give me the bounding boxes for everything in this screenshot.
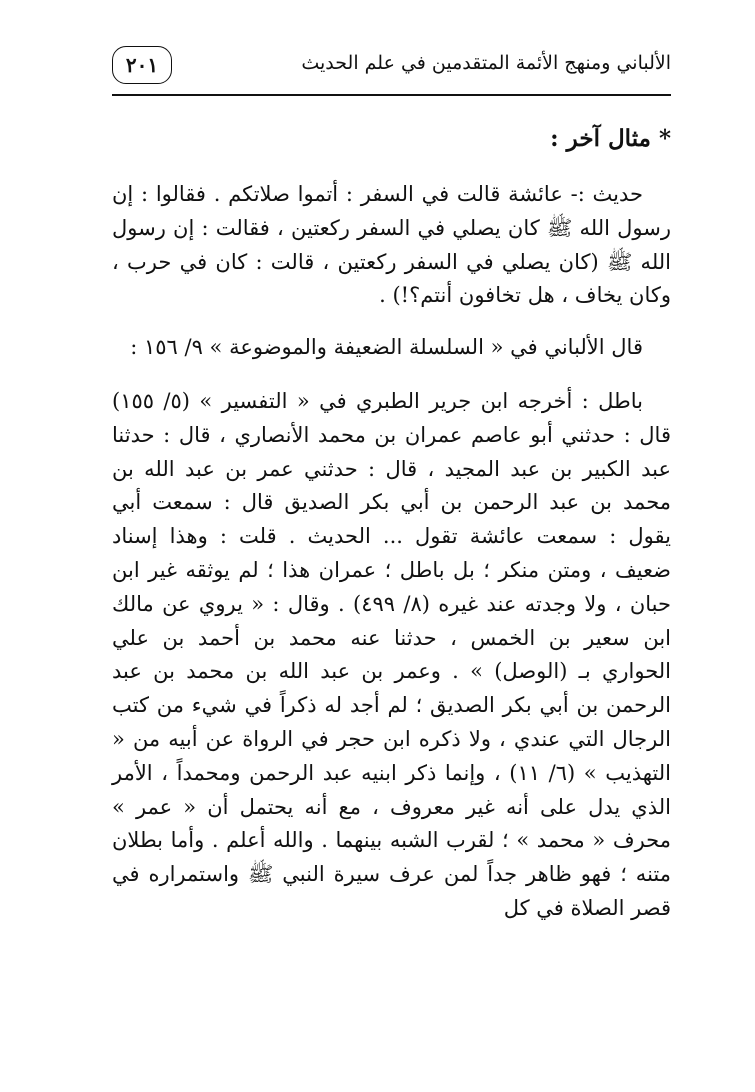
spacer — [112, 313, 671, 331]
running-title: الألباني ومنهج الأئمة المتقدمين في علم الحديث — [301, 52, 671, 74]
albani-intro: قال الألباني في « السلسلة الضعيفة والموضوعة » ٩/ ١٥٦ : — [130, 335, 643, 360]
hadith-paragraph: حديث :- عائشة قالت في السفر : أتموا صلاتكم . فقالوا : إن رسول الله ﷺ كان يصلي في السفر ركعتين ، فقالت : إن رسول الله ﷺ (كان يصلي في السفر ركعتين ، قالت : كان في حرب ، وكان يخاف ، هل تخافون أنتم؟!) . — [112, 182, 671, 308]
header-rule — [112, 94, 671, 96]
page-body — [112, 118, 671, 926]
albani-commentary: باطل : أخرجه ابن جرير الطبري في « التفسير » (٥/ ١٥٥) قال : حدثني أبو عاصم عمران بن محمد الأنصاري ، قال : حدثنا عبد الكبير بن عبد المجيد ، قال : حدثني عمر بن عبد الله بن محمد بن عبد الرحمن بن أبي بكر الصديق قال : سمعت أبي يقول : سمعت عائشة تقول ... الحديث . قلت : وهذا إسناد ضعيف ، ومتن منكر ؛ بل باطل ؛ عمران هذا ؛ لم يوثقه غير ابن حبان ، ولا وجدته عند غيره (٨/ ٤٩٩) . وقال : « يروي عن مالك ابن سعير بن الخمس ، حدثنا عنه محمد بن أحمد بن علي الحواري بـ (الوصل) » . وعمر بن عبد الله بن محمد بن عبد الرحمن بن أبي بكر الصديق ؛ لم أجد له ذكراً في شيء من كتب الرجال التي عندي ، ولا ذكره ابن حجر في الرواة عن أبيه من « التهذيب » (٦/ ١١) ، وإنما ذكر ابنيه عبد الرحمن ومحمداً ، الأمر الذي يدل على أنه غير معروف ، مع أنه يحتمل أن « عمر » محرف « محمد » ؛ لقرب الشبه بينهما . والله أعلم . وأما بطلان متنه ؛ فهو ظاهر جداً لمن عرف سيرة النبي ﷺ واستمراره في قصر الصلاة في كل — [112, 388, 671, 920]
spacer — [112, 365, 671, 385]
section-heading: * مثال آخر : — [550, 125, 671, 152]
page-header — [112, 40, 671, 96]
page-number: ٢٠١ — [112, 46, 172, 84]
